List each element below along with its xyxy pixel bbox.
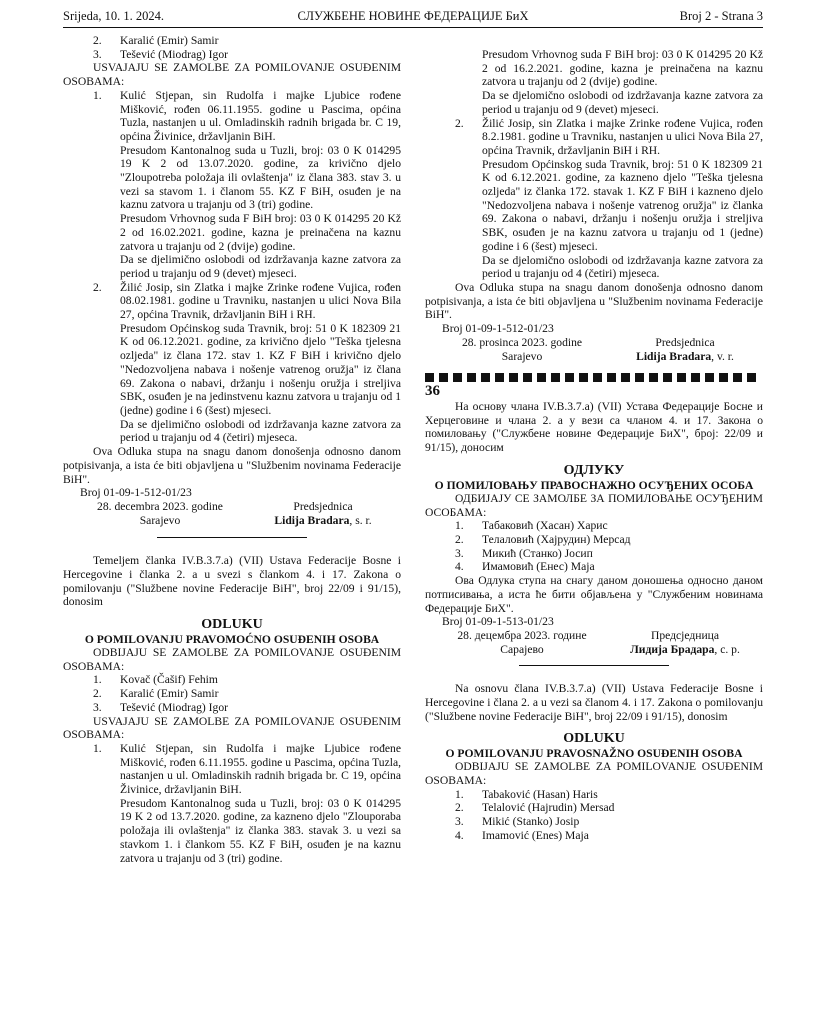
decision-subtitle: O POMILOVANJU PRAVOMOĆNO OSUĐENIH OSOBA	[84, 633, 380, 647]
list-item: 2. Telalović (Hajrudin) Mersad	[455, 801, 615, 815]
pardon-entry: 1. Kulić Stjepan, sin Rudolfa i majke Ljubice rođene Mišković, rođen 6.11.1955. godine u Pascima, općina Tuzla, nastanjen u ul. Omladinskih radnih brigada br. C 19, općina Živinice, državljanin BiH. Presudom Kantonalnog suda u Tuzli, broj: 03 0 K 014295 19 K 2 od 13.7.2020. godine, za kazneno djelo "Zlouporaba položaja ili ovlaštenja" iz članka 383. stavak 3. u vezi sa stavkom 1. i člankom 55. KZ F BiH, osuđen je na kaznu zatvora u trajanju od 3 (tri) godine.	[93, 741, 401, 865]
approval-heading: USVAJAJU SE ZAMOLBE ZA POMILOVANJE OSUĐENIM OSOBAMA:	[63, 61, 401, 89]
list-item: 3. Микић (Станко) Јосип	[455, 546, 593, 560]
rejection-heading: ODBIJAJU SE ZAMOLBE ZA POMILOVANJE OSUĐENIM OSOBAMA:	[63, 646, 401, 673]
list-item: 1. Tabaković (Hasan) Haris	[455, 787, 598, 801]
list-item: 4. Imamović (Enes) Maja	[455, 828, 589, 842]
pardon-entry: 1. Kulić Stjepan, sin Rudolfa i majke Ljubice rođene Mišković, rođen 06.11.1955. godine u Pascima, općina Tuzla, nastanjen u ul. Omladinskih radnih brigada br. C 19, općina Živinice, državljanin BiH. Presudom Kantonalnog suda u Tuzli, broj: 03 0 K 014295 19 K 2 od 13.07.2020. godine, za krivično djelo "Zloupotreba položaja ili ovlaštenja" iz člana 383. stav 3. u vezi sa stavom 1. i članom 55. KZ F BiH, osuđen je na kaznu zatvora u trajanju od 3 (tri) godine. Presudom Vrhovnog suda F BiH broj: 03 0 K 014295 20 Kž 2 od 16.02.2021. godine, kazna je preinačena na kaznu zatvora u trajanju od 2 (dvije) godine. Da se djelimično oslobodi od izdržavanja kazne zatvora za period u trajanju od 9 (devet) mjeseci.	[93, 88, 401, 280]
list-item: 2. Karalić (Emir) Samir	[93, 34, 219, 47]
decision-intro: Temeljem članka IV.B.3.7.a) (VII) Ustava Federacije Bosne i Hercegovine i članka 2. a u svezi s člankom 4. i 17. Zakona o pomilovanju ("Službene novine Federacije BiH", broj 22/09 i 91/15), donosim	[63, 554, 401, 609]
decision-intro: На основу члана IV.B.3.7.a) (VII) Устава Федерације Босне и Херцеговине и члана 2. а у вези са чланом 4. и 17. Закона о помиловању ("Службене новине Федерације БиХ", број: 22/09 и 91/15), доносим	[425, 400, 763, 455]
pardon-entry-continued: Presudom Vrhovnog suda F BiH broj: 03 0 K 014295 20 Kž 2 od 16.2.2021. godine, kazna je preinačena na kaznu zatvora u trajanju od 2 (dvije) godine. Da se djelomično oslobodi od izdržavanja kazne zatvora za period u trajanju od 9 (devet) mjeseci.	[482, 48, 763, 116]
list-item: 2. Телаловић (Хајрудин) Мерсад	[455, 532, 631, 546]
list-item: 3. Mikić (Stanko) Josip	[455, 815, 580, 829]
header-publication-title: СЛУЖБЕНЕ НОВИНЕ ФЕДЕРАЦИЈЕ БиХ	[297, 9, 529, 23]
signature-block: Broj 01-09-1-512-01/23 28. decembra 2023. godine Sarajevo Predsjednica Lidija Bradara, s. r.	[80, 486, 372, 528]
rejection-heading: ODBIJAJU SE ZAMOLBE ZA POMILOVANJE OSUĐENIM OSOBAMA:	[425, 760, 763, 788]
rejection-heading: ОДБИЈАЈУ СЕ ЗАМОЛБЕ ЗА ПОМИЛОВАЊЕ ОСУЂЕНИМ ОСОБАМА:	[425, 491, 763, 519]
signatory-name: Lidija Bradara	[636, 350, 712, 364]
list-item: 3. Tešević (Miodrag) Igor	[93, 700, 229, 714]
section-separator-squares	[425, 373, 763, 383]
decision-subtitle: O POMILOVANJU PRAVOSNAŽNO OSUĐENIH OSOBA	[445, 747, 743, 761]
header-rule	[63, 27, 763, 28]
approval-heading: USVAJAJU SE ZAMOLBE ZA POMILOVANJE OSUĐENIM OSOBAMA:	[63, 714, 401, 742]
effective-clause: Ова Одлука ступа на снагу даном доношења односно даном потписивања, а иста ће бити објављена у "Службеним новинама Федерације БиХ".	[425, 574, 763, 615]
list-item: 1. Табаковић (Хасан) Харис	[455, 519, 608, 533]
pardon-entry: 2. Žilić Josip, sin Zlatka i majke Zrinke rođene Vujica, rođen 08.02.1981. godine u Travniku, nastanjen u ulici Nova Bila 27, općina Travnik, državljanin BiH i RH. Presudom Općinskog suda Travnik, broj: 51 0 K 182309 21 K od 06.12.2021. godine, za krivično djelo "Teška tjelesna ozljeda" iz člana 172. stav 1. KZ F BiH i krivično djelo "Nedozvoljena nabava i nošenje vatrenog oružja" iz člana 69. Zakona o nabavi, držanju i nošenju oružja i streljiva SBK, osuđen je na jedinstvenu kaznu zatvora u trajanju od 1 (jedne) godine i 6 (šest) mjeseci. Da se djelimično oslobodi od izdržavanja kazne zatvora za period u trajanju od 4 (četiri) mjeseca.	[93, 280, 401, 445]
header-date: Srijeda, 10. 1. 2024.	[63, 9, 165, 23]
left-column	[63, 34, 401, 865]
page-header	[63, 10, 763, 28]
decision-title: ODLUKU	[563, 731, 625, 747]
signature-block: Broj 01-09-1-512-01/23 28. prosinca 2023. godine Sarajevo Predsjednica Lidija Bradara, v. r.	[442, 322, 734, 364]
signature-block: Broj 01-09-1-513-01/23 28. децембра 2023. године Сарајево Предсједница Лидија Брадара, с. р.	[442, 615, 740, 657]
list-item: 4. Имамовић (Енес) Маја	[455, 560, 595, 574]
signatory-name: Лидија Брадара	[630, 643, 715, 657]
decision-title: ОДЛУКУ	[563, 462, 625, 478]
list-item: 3. Tešević (Miodrag) Igor	[93, 47, 229, 61]
list-item: 2. Karalić (Emir) Samir	[93, 687, 219, 701]
document-number: 36	[425, 383, 440, 400]
pardon-entry: 2. Žilić Josip, sin Zlatka i majke Zrinke rođene Vujica, rođen 8.2.1981. godine u Travniku, nastanjen u ulici Nova Bila 27, općina Travnik, državljanin BiH i RH. Presudom Općinskog suda Travnik, broj: 51 0 K 182309 21 K od 6.12.2021. godine, za kazneno djelo "Teška tjelesna ozljeda" iz članka 172. stavak 1. KZ F BiH i kazneno djelo "Nedozvoljena nabava i nošenje vatrenog oružja" iz članka 69. Zakona o nabavi, držanju i nošenju oružja i streljiva SBK, osuđen je na kaznu zatvora u trajanju od 1 (jedne) godine i 6 (šest) mjeseci. Da se djelomično oslobodi od izdržavanja kazne zatvora za period u trajanju od 4 (četiri) mjeseca.	[455, 116, 763, 281]
right-column	[425, 48, 763, 843]
header-page-number: Broj 2 - Strana 3	[679, 9, 763, 23]
effective-clause: Ova Odluka stupa na snagu danom donošenja odnosno danom potpisivanja, a ista će biti objavljena u "Službenim novinama Federacije BiH".	[425, 280, 763, 322]
decision-subtitle: О ПОМИЛОВАЊУ ПРАВОСНАЖНО ОСУЂЕНИХ ОСОБА	[434, 478, 754, 492]
effective-clause: Ova Odluka stupa na snagu danom donošenja odnosno danom potpisivanja, a ista će biti objavljena u "Službenim novinama Federacije BiH".	[63, 445, 401, 486]
decision-intro: Na osnovu člana IV.B.3.7.a) (VII) Ustava Federacije Bosne i Hercegovine i člana 2. a u vezi sa članom 4. i 17. Zakona o pomilovanju ("Službene novine Federacije BiH", broj 22/09 i 91/15), donosim	[425, 682, 763, 723]
decision-title: ODLUKU	[201, 617, 263, 633]
list-item: 1. Kovač (Čašif) Fehim	[93, 673, 218, 687]
signatory-name: Lidija Bradara	[274, 514, 350, 528]
